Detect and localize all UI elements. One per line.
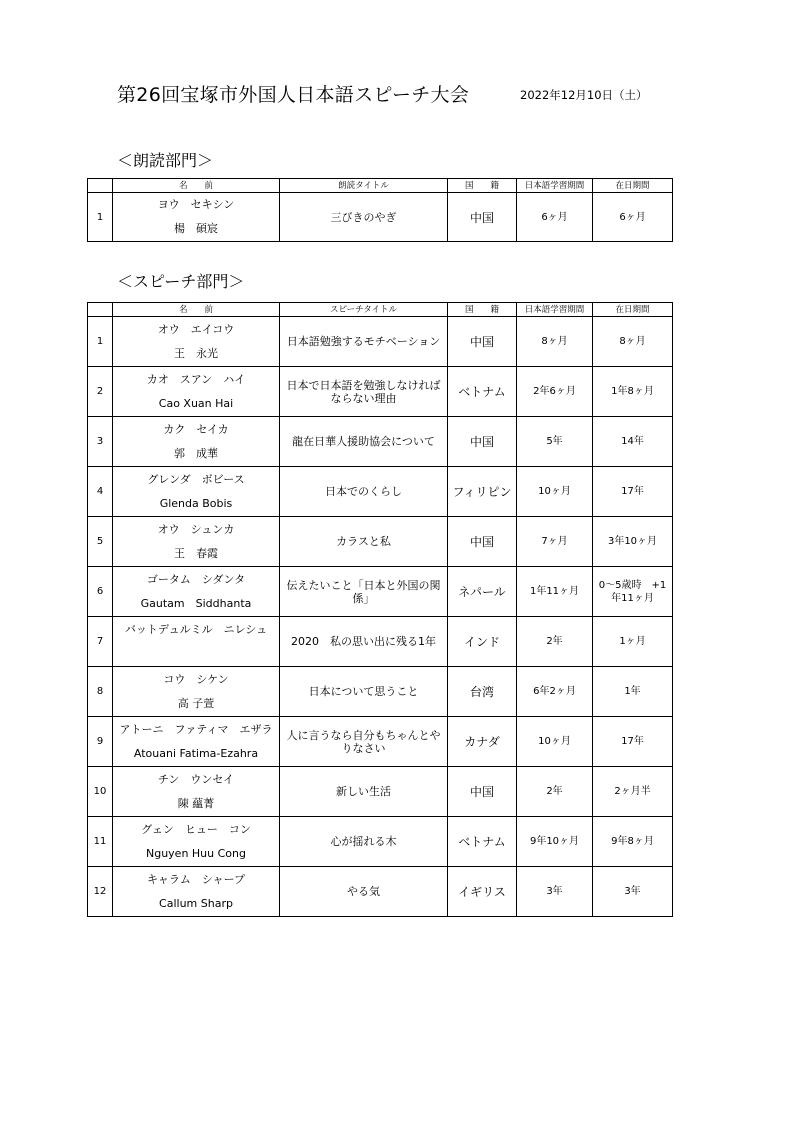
row-number: 3 — [88, 417, 113, 467]
study-period: 8ヶ月 — [517, 317, 593, 367]
name-native: Cao Xuan Hai — [158, 396, 234, 410]
event-date: 2022年12月10日（土） — [520, 88, 648, 102]
participant-name — [113, 317, 280, 367]
table-row — [88, 567, 673, 617]
name-kana: カオ スアン ハイ — [146, 372, 246, 386]
table-row — [88, 467, 673, 517]
study-period: 7ヶ月 — [517, 517, 593, 567]
stay-period: 1年 — [593, 667, 673, 717]
study-period: 2年 — [517, 617, 593, 667]
name-kana: キャラム シャープ — [146, 872, 246, 886]
country: ベトナム — [448, 367, 517, 417]
participant-name — [113, 467, 280, 517]
name-kana: ゴータム シダンタ — [146, 572, 246, 586]
row-number: 9 — [88, 717, 113, 767]
participant-name — [113, 767, 280, 817]
row-number: 5 — [88, 517, 113, 567]
participant-name — [113, 867, 280, 917]
country: 中国 — [448, 517, 517, 567]
name-native: 高 子萱 — [177, 696, 215, 710]
study-period: 6年2ヶ月 — [517, 667, 593, 717]
name-native: Nguyen Huu Cong — [145, 846, 246, 860]
stay-period: 17年 — [593, 467, 673, 517]
table-row — [88, 617, 673, 667]
header-country: 国 籍 — [448, 303, 517, 317]
name-native: 王 春霞 — [174, 546, 218, 560]
reading-header-row — [88, 179, 673, 193]
country: フィリピン — [448, 467, 517, 517]
speech-title: やる気 — [280, 867, 448, 917]
speech-title: 日本語勉強するモチベーション — [280, 317, 448, 367]
header-stay-period: 在日期間 — [593, 179, 673, 193]
participant-name — [113, 417, 280, 467]
country: 台湾 — [448, 667, 517, 717]
name-kana: コウ シケン — [163, 672, 229, 686]
name-native: 陳 蘊菁 — [177, 796, 215, 810]
participant-name — [113, 617, 280, 667]
study-period: 3年 — [517, 867, 593, 917]
study-period: 9年10ヶ月 — [517, 817, 593, 867]
stay-period: 2ヶ月半 — [593, 767, 673, 817]
stay-period: 6ヶ月 — [593, 193, 673, 242]
table-row — [88, 717, 673, 767]
page-title: 第26回宝塚市外国人日本語スピーチ大会 — [117, 84, 470, 106]
name-kana: アトーニ ファティマ エザラ — [119, 722, 273, 736]
table-row — [88, 193, 673, 242]
stay-period: 17年 — [593, 717, 673, 767]
country: インド — [448, 617, 517, 667]
country: ベトナム — [448, 817, 517, 867]
speech-title: 龍在日華人援助協会について — [280, 417, 448, 467]
stay-period: 1ヶ月 — [593, 617, 673, 667]
name-native: 楊 碩宸 — [174, 222, 218, 235]
name-native — [113, 642, 279, 666]
name-kana: バットデュルミル ニレシュ — [124, 622, 268, 636]
row-number: 1 — [88, 193, 113, 242]
study-period: 10ヶ月 — [517, 467, 593, 517]
country: 中国 — [448, 193, 517, 242]
row-number: 11 — [88, 817, 113, 867]
study-period: 6ヶ月 — [517, 193, 593, 242]
reading-title: 三びきのやぎ — [280, 193, 448, 242]
header-study-period: 日本語学習期間 — [517, 179, 593, 193]
table-row — [88, 517, 673, 567]
stay-period: 1年8ヶ月 — [593, 367, 673, 417]
participant-name — [113, 817, 280, 867]
participant-name — [113, 193, 280, 242]
row-number: 2 — [88, 367, 113, 417]
table-row — [88, 367, 673, 417]
name-native: Glenda Bobis — [159, 496, 233, 510]
study-period: 2年 — [517, 767, 593, 817]
participant-name — [113, 717, 280, 767]
speech-title: カラスと私 — [280, 517, 448, 567]
country: 中国 — [448, 317, 517, 367]
name-kana: ヨウ セキシン — [157, 198, 235, 211]
header-title: スピーチタイトル — [280, 303, 448, 317]
name-native: Gautam Siddhanta — [140, 596, 252, 610]
name-native: Callum Sharp — [159, 896, 233, 910]
speech-title: 2020 私の思い出に残る1年 — [280, 617, 448, 667]
study-period: 1年11ヶ月 — [517, 567, 593, 617]
country: カナダ — [448, 717, 517, 767]
reading-section-title: ＜朗読部門＞ — [117, 151, 214, 170]
header-country: 国 籍 — [448, 179, 517, 193]
speech-header-row — [88, 303, 673, 317]
speech-table — [87, 302, 673, 917]
header-no — [88, 303, 113, 317]
header-name: 名 前 — [113, 303, 280, 317]
participant-name — [113, 367, 280, 417]
row-number: 7 — [88, 617, 113, 667]
study-period: 5年 — [517, 417, 593, 467]
speech-section-title: ＜スピーチ部門＞ — [117, 272, 245, 291]
name-kana: カク セイカ — [163, 422, 229, 436]
table-row — [88, 317, 673, 367]
country: 中国 — [448, 767, 517, 817]
name-kana: チン ウンセイ — [157, 772, 235, 786]
participant-name — [113, 567, 280, 617]
stay-period: 14年 — [593, 417, 673, 467]
name-native: 郭 成華 — [174, 446, 218, 460]
row-number: 8 — [88, 667, 113, 717]
speech-title: 日本について思うこと — [280, 667, 448, 717]
study-period: 2年6ヶ月 — [517, 367, 593, 417]
speech-title: 伝えたいこと「日本と外国の関係」 — [280, 567, 448, 617]
reading-table — [87, 178, 673, 242]
name-kana: グレンダ ボビース — [147, 472, 245, 486]
table-row — [88, 817, 673, 867]
stay-period: 3年 — [593, 867, 673, 917]
participant-name — [113, 517, 280, 567]
table-row — [88, 767, 673, 817]
country: ネパール — [448, 567, 517, 617]
row-number: 12 — [88, 867, 113, 917]
header-title: 朗読タイトル — [280, 179, 448, 193]
study-period: 10ヶ月 — [517, 717, 593, 767]
speech-table-body — [88, 317, 673, 917]
stay-period: 3年10ヶ月 — [593, 517, 673, 567]
participant-name — [113, 667, 280, 717]
name-kana: オウ シュンカ — [157, 522, 235, 536]
stay-period: 9年8ヶ月 — [593, 817, 673, 867]
table-row — [88, 867, 673, 917]
name-native: Atouani Fatima-Ezahra — [133, 746, 259, 760]
row-number: 6 — [88, 567, 113, 617]
row-number: 10 — [88, 767, 113, 817]
country: イギリス — [448, 867, 517, 917]
header-name: 名 前 — [113, 179, 280, 193]
table-row — [88, 417, 673, 467]
header-no — [88, 179, 113, 193]
name-native: 王 永光 — [174, 346, 218, 360]
header-study-period: 日本語学習期間 — [517, 303, 593, 317]
speech-title: 新しい生活 — [280, 767, 448, 817]
row-number: 4 — [88, 467, 113, 517]
header-stay-period: 在日期間 — [593, 303, 673, 317]
speech-title: 心が揺れる木 — [280, 817, 448, 867]
speech-title: 人に言うなら自分もちゃんとやりなさい — [280, 717, 448, 767]
stay-period: 8ヶ月 — [593, 317, 673, 367]
row-number: 1 — [88, 317, 113, 367]
speech-title: 日本でのくらし — [280, 467, 448, 517]
name-kana: グェン ヒュー コン — [141, 822, 251, 836]
table-row — [88, 667, 673, 717]
name-kana: オウ エイコウ — [157, 322, 235, 336]
stay-period: 0～5歳時 +1年11ヶ月 — [593, 567, 673, 617]
speech-title: 日本で日本語を勉強しなければならない理由 — [280, 367, 448, 417]
country: 中国 — [448, 417, 517, 467]
